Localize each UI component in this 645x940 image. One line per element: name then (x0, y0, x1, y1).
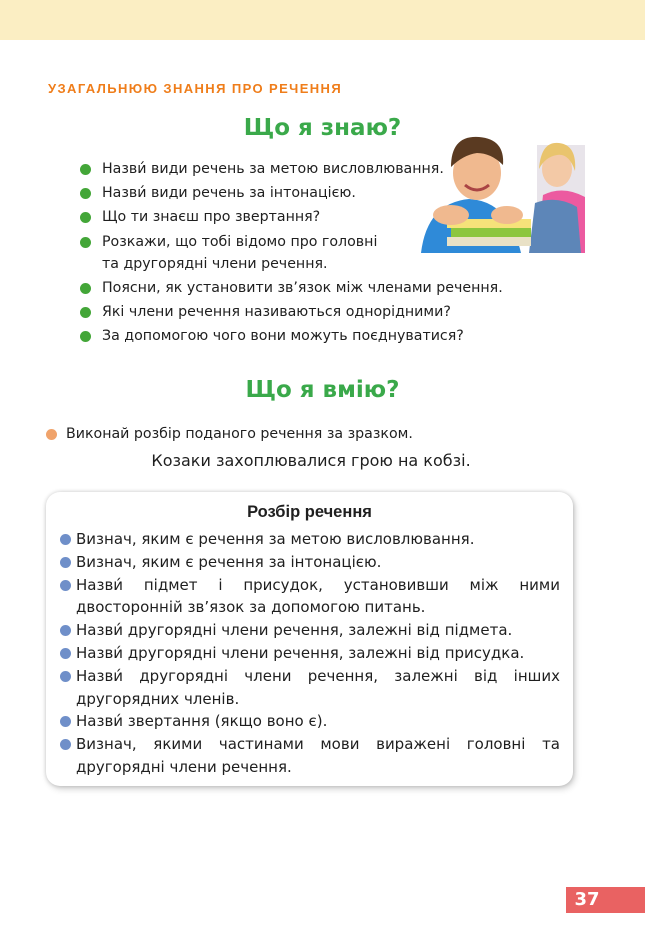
list-item: Визнач, яким є речення за інтонацією. (60, 551, 560, 574)
list-item: Назви́ види речень за інтонацією. (80, 181, 530, 205)
list-item: Визнач, яким є речення за метою висловлювання. (60, 528, 560, 551)
list-item: Назви́ другорядні члени речення, залежні від присудка. (60, 642, 560, 665)
orange-bullet-icon (46, 429, 57, 440)
knowledge-questions-list (80, 157, 530, 348)
list-item: Назви́ підмет і присудок, установивши між ними двосторонній зв’язок за допомогою питань. (60, 574, 560, 620)
list-item: За допомогою чого вони можуть поєднуватися? (80, 324, 530, 348)
green-bullet-icon (80, 237, 91, 248)
green-bullet-icon (80, 188, 91, 199)
top-band (0, 0, 645, 40)
list-item: Назви́ звертання (якщо воно є). (60, 710, 560, 733)
blue-bullet-icon (60, 534, 71, 545)
blue-bullet-icon (60, 580, 71, 591)
blue-bullet-icon (60, 625, 71, 636)
section-label: УЗАГАЛЬНЮЮ ЗНАННЯ ПРО РЕЧЕННЯ (48, 81, 343, 96)
list-item: Назви́ другорядні члени речення, залежні від інших другорядних членів. (60, 665, 560, 711)
green-bullet-icon (80, 212, 91, 223)
analysis-title: Розбір речення (247, 503, 372, 521)
task-instruction: Виконай розбір поданого речення за зразком. (46, 424, 413, 444)
heading-what-i-can: Що я вмію? (245, 377, 400, 403)
list-item: Визнач, якими частинами мови виражені головні та другорядні члени речення. (60, 733, 560, 779)
analysis-steps-list (60, 528, 560, 779)
list-item: Що ти знаєш про звертання? (80, 205, 530, 229)
heading-what-i-know: Що я знаю? (243, 115, 402, 141)
list-item: Назви́ другорядні члени речення, залежні від підмета. (60, 619, 560, 642)
list-item: Поясни, як установити зв’язок між членами речення. (80, 276, 530, 300)
example-sentence: Козаки захоплювалися грою на кобзі. (151, 451, 471, 470)
list-item: Назви́ види речень за метою висловлювання. (80, 157, 530, 181)
blue-bullet-icon (60, 671, 71, 682)
list-item: Розкажи, що тобі відомо про головні та другорядні члени речення. (80, 230, 530, 276)
list-item: Які члени речення називаються однорідними? (80, 300, 530, 324)
green-bullet-icon (80, 307, 91, 318)
green-bullet-icon (80, 164, 91, 175)
green-bullet-icon (80, 283, 91, 294)
page-number: 37 (574, 889, 600, 910)
blue-bullet-icon (60, 716, 71, 727)
green-bullet-icon (80, 331, 91, 342)
analysis-card (46, 492, 573, 786)
blue-bullet-icon (60, 557, 71, 568)
blue-bullet-icon (60, 648, 71, 659)
blue-bullet-icon (60, 739, 71, 750)
